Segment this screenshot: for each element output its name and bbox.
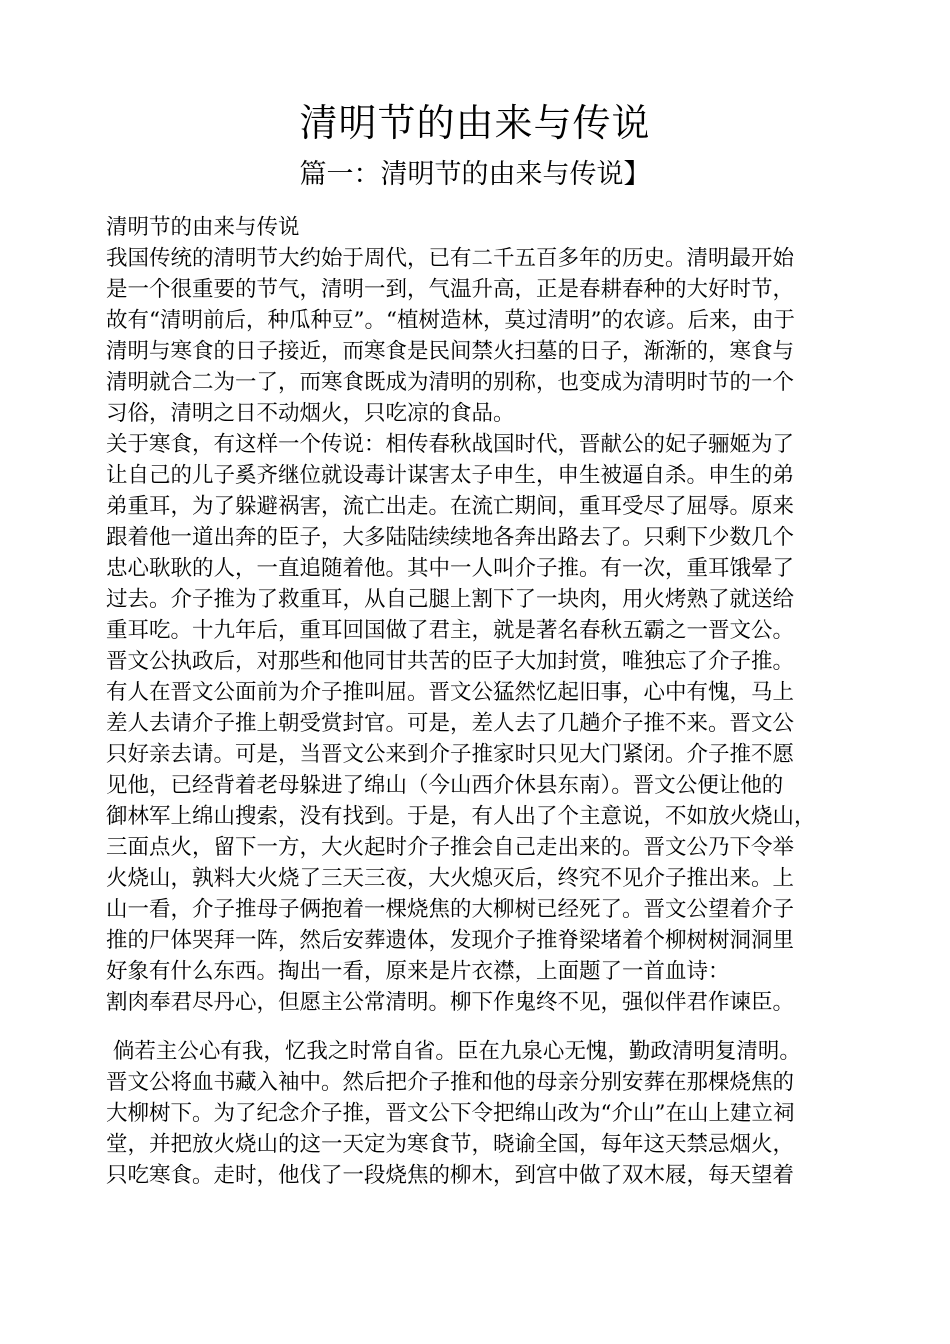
- text-line: 习俗，清明之日不动烟火，只吃凉的食品。: [106, 401, 515, 426]
- text-line: 我国传统的清明节大约始于周代，已有二千五百多年的历史。清明最开始: [106, 246, 795, 271]
- text-line: 只吃寒食。走时，他伐了一段烧焦的柳木，到宫中做了双木屐，每天望着: [106, 1163, 795, 1188]
- text-line: 关于寒食，有这样一个传说：相传春秋战国时代，晋献公的妃子骊姬为了: [106, 432, 795, 457]
- text-line: 好象有什么东西。掏出一看，原来是片衣襟，上面题了一首血诗：: [106, 959, 730, 984]
- text-line: 倘若主公心有我，忆我之时常自省。臣在九泉心无愧，勤政清明复清明。: [106, 1039, 801, 1064]
- text-line: 弟重耳，为了躲避祸害，流亡出走。在流亡期间，重耳受尽了屈辱。原来: [106, 494, 795, 519]
- paragraph-gap: [106, 1018, 866, 1036]
- text-line: 忠心耿耿的人，一直追随着他。其中一人叫介子推。有一次，重耳饿晕了: [106, 556, 795, 581]
- text-line: 火烧山，孰料大火烧了三天三夜，大火熄灭后，终究不见介子推出来。上: [106, 866, 795, 891]
- text-line: 重耳吃。十九年后，重耳回国做了君主，就是著名春秋五霸之一晋文公。: [106, 618, 795, 643]
- text-line: 堂，并把放火烧山的这一天定为寒食节，晓谕全国，每年这天禁忌烟火，: [106, 1132, 795, 1157]
- text-line: 只好亲去请。可是，当晋文公来到介子推家时只见大门紧闭。介子推不愿: [106, 742, 795, 767]
- text-line: 有人在晋文公面前为介子推叫屈。晋文公猛然忆起旧事，心中有愧，马上: [106, 680, 795, 705]
- text-line: 跟着他一道出奔的臣子，大多陆陆续续地各奔出路去了。只剩下少数几个: [106, 525, 795, 550]
- text-line: 晋文公将血书藏入袖中。然后把介子推和他的母亲分别安葬在那棵烧焦的: [106, 1070, 795, 1095]
- text-line: 让自己的儿子奚齐继位就设毒计谋害太子申生，申生被逼自杀。申生的弟: [106, 463, 795, 488]
- text-line: 山一看，介子推母子俩抱着一棵烧焦的大柳树已经死了。晋文公望着介子: [106, 897, 795, 922]
- text-line: 三面点火，留下一方，大火起时介子推会自己走出来的。晋文公乃下令举: [106, 835, 795, 860]
- text-line: 是一个很重要的节气，清明一到，气温升高，正是春耕春种的大好时节，: [106, 277, 795, 302]
- text-line: 差人去请介子推上朝受赏封官。可是，差人去了几趟介子推不来。晋文公: [106, 711, 795, 736]
- text-line: 故有“清明前后，种瓜种豆”。“植树造林，莫过清明”的农谚。后来，由于: [106, 308, 795, 333]
- document-body: [106, 212, 866, 1191]
- text-line: 清明与寒食的日子接近，而寒食是民间禁火扫墓的日子，渐渐的，寒食与: [106, 339, 795, 364]
- text-line: 大柳树下。为了纪念介子推，晋文公下令把绵山改为“介山”在山上建立祠: [106, 1101, 795, 1126]
- text-line: 晋文公执政后，对那些和他同甘共苦的臣子大加封赏，唯独忘了介子推。: [106, 649, 795, 674]
- text-line: 御林军上绵山搜索，没有找到。于是，有人出了个主意说，不如放火烧山，: [106, 804, 816, 829]
- text-line: 割肉奉君尽丹心，但愿主公常清明。柳下作鬼终不见，强似伴君作谏臣。: [106, 990, 795, 1015]
- text-line: 过去。介子推为了救重耳，从自己腿上割下了一块肉，用火烤熟了就送给: [106, 587, 795, 612]
- text-line: 清明就合二为一了，而寒食既成为清明的别称，也变成为清明时节的一个: [106, 370, 795, 395]
- document-subtitle: 篇一：清明节的由来与传说】: [299, 159, 651, 190]
- text-line: 推的尸体哭拜一阵，然后安葬遗体，发现介子推脊梁堵着个柳树树洞洞里: [106, 928, 795, 953]
- text-line: 清明节的由来与传说: [106, 215, 300, 240]
- document-title: 清明节的由来与传说: [299, 101, 651, 145]
- text-line: 见他，已经背着老母躲进了绵山（今山西介休县东南）。晋文公便让他的: [106, 773, 784, 798]
